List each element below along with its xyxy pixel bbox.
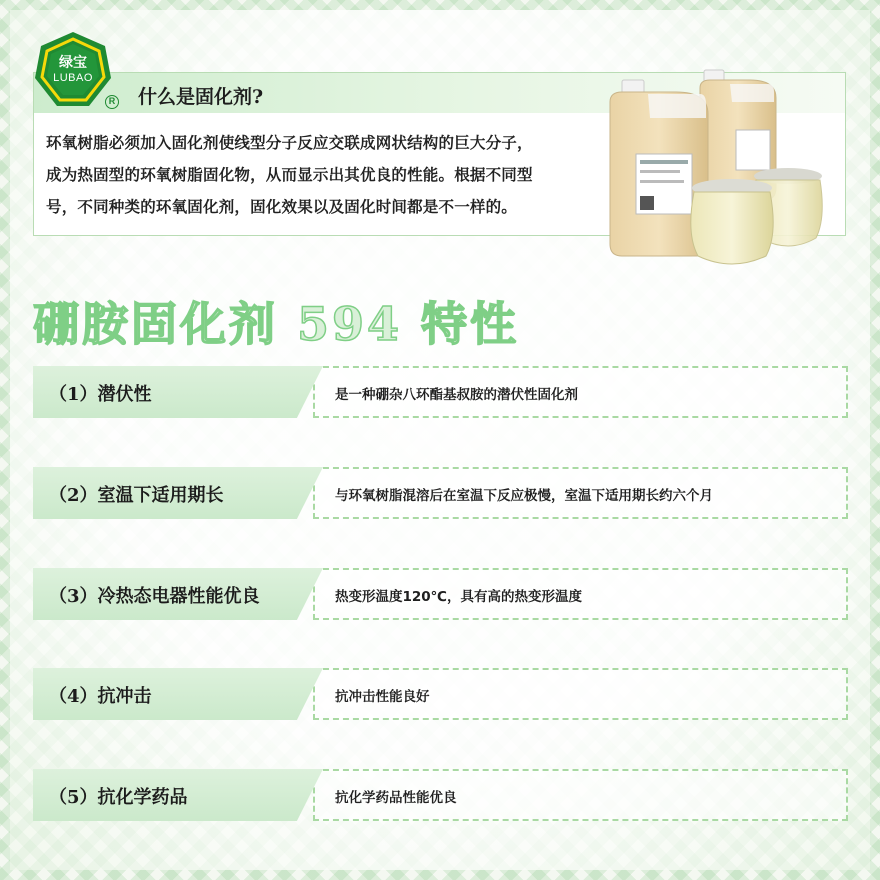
- feature-desc-box: [313, 467, 848, 519]
- feature-row: [33, 366, 848, 418]
- product-photo: [600, 58, 840, 270]
- intro-title: 什么是固化剂?: [138, 86, 264, 108]
- registered-mark-icon: R: [105, 95, 119, 109]
- feature-desc: 抗冲击性能良好: [335, 689, 430, 705]
- feature-row: [33, 568, 848, 620]
- feature-row: [33, 769, 848, 821]
- feature-desc-box: [313, 769, 848, 821]
- feature-label: （2）室温下适用期长: [49, 485, 224, 506]
- intro-line: 成为热固型的环氧树脂固化物，从而显示出其优良的性能。根据不同型: [46, 165, 533, 184]
- feature-desc-box: [313, 568, 848, 620]
- lubao-logo: [33, 30, 113, 110]
- logo-text-en: LUBAO: [53, 72, 93, 84]
- feature-desc-box: [313, 366, 848, 418]
- intro-line: 号，不同种类的环氧固化剂，固化效果以及固化时间都是不一样的。: [46, 197, 518, 216]
- intro-body: [46, 127, 586, 223]
- intro-line: 环氧树脂必须加入固化剂使线型分子反应交联成网状结构的巨大分子，: [46, 133, 533, 152]
- main-heading: 硼胺固化剂 594 特性: [33, 297, 520, 351]
- feature-label: （5）抗化学药品: [49, 787, 188, 808]
- feature-label: （1）潜伏性: [49, 384, 152, 405]
- feature-desc: 是一种硼杂八环酯基叔胺的潜伏性固化剂: [335, 387, 578, 403]
- feature-desc-box: [313, 668, 848, 720]
- logo-text-cn: 绿宝: [59, 55, 87, 71]
- feature-label: （3）冷热态电器性能优良: [49, 586, 260, 607]
- feature-label: （4）抗冲击: [49, 686, 152, 707]
- feature-desc: 热变形温度120℃，具有高的热变形温度: [335, 589, 583, 605]
- feature-desc: 抗化学药品性能优良: [335, 790, 457, 806]
- feature-row: [33, 467, 848, 519]
- feature-desc: 与环氧树脂混溶后在室温下反应极慢，室温下适用期长约六个月: [335, 488, 713, 504]
- feature-row: [33, 668, 848, 720]
- jar-icon: [691, 179, 773, 264]
